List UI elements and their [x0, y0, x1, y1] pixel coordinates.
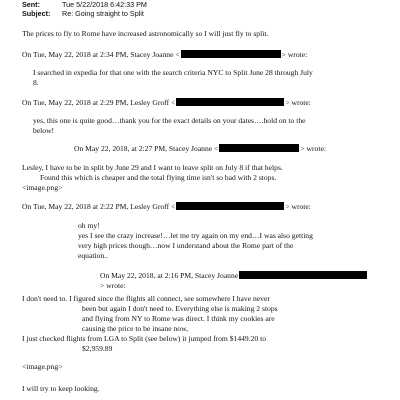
attribution-text: On May 22, 2018, at 2:16 PM, Stacey Joanne: [100, 271, 239, 280]
quote-line: I just checked flights from LGA to Split (see below) it jumped from $1449.20 to: [22, 334, 267, 343]
quote-line: causing the price to be insane now,: [82, 324, 188, 333]
subject-row: [22, 9, 144, 19]
attribution-text: On Tue, May 22, 2018 at 2:22 PM, Lesley Groff <: [22, 202, 176, 211]
quote-line: been but again I don't need to. Everything else is making 2 stops: [82, 304, 278, 313]
sent-label: Sent:: [22, 0, 40, 9]
body-line: The prices to fly to Rome have increased astronomically so I will just fly to split.: [22, 29, 269, 38]
quote-attribution: [22, 98, 311, 108]
attribution-text: > wrote:: [285, 98, 311, 107]
quote-attribution: [74, 144, 326, 154]
attribution-text: > wrote:: [285, 202, 311, 211]
attribution-text: > wrote:: [300, 144, 326, 153]
quote-line: oh my!: [78, 221, 100, 230]
quote-line: equation..: [78, 251, 108, 260]
quote-line: and flying from NY to Rome was direct. I think my cookies are: [82, 314, 275, 323]
quote-line: very high prices though…now I understand about the Rome part of the: [78, 241, 294, 250]
quote-line: 8.: [33, 78, 39, 87]
attribution-text: > wrote:: [281, 50, 308, 59]
quote-attribution: [100, 271, 368, 281]
quote-attribution: [22, 50, 307, 60]
redacted-email: [181, 50, 281, 58]
redacted-email: [239, 271, 367, 279]
quote-line: $2,959.89: [82, 344, 113, 353]
quote-line: I don't need to. I figured since the flights all connect, see somewhere I have never: [22, 294, 270, 303]
attribution-text: On Tue, May 22, 2018 at 2:34 PM, Stacey Joanne <: [22, 50, 180, 59]
attribution-text: On May 22, 2018, at 2:27 PM, Stacey Joanne <: [74, 144, 219, 153]
image-placeholder: <image.png>: [22, 362, 63, 371]
quote-line: I searched in expedia for that one with the search criteria NYC to Split June 28 through July: [33, 68, 313, 77]
quote-line: below!: [33, 126, 55, 135]
image-placeholder: <image.png>: [22, 183, 63, 192]
redacted-email: [219, 144, 299, 152]
attribution-text: On Tue, May 22, 2018 at 2:29 PM, Lesley Groff <: [22, 98, 176, 107]
quote-line: Found this which is cheaper and the total flying time isn't so bad with 2 stops.: [40, 173, 277, 182]
quote-line: yes, this one is quite good…thank you for the exact details on your dates….hold on to the: [33, 116, 306, 125]
quote-line: I will try to keep looking.: [22, 384, 100, 393]
quote-line: yes I see the crazy increase!…let me try again on my end…I was also getting: [78, 231, 313, 240]
sent-value: Tue 5/22/2018 6:42:33 PM: [62, 0, 147, 9]
quote-attribution-end: > wrote:: [100, 281, 126, 290]
quote-line: Lesley, I have to be in split by June 29 and I want to leave split on July 8 if that helps.: [22, 163, 283, 172]
quote-attribution: [22, 202, 311, 212]
redacted-email: [176, 98, 284, 106]
subject-value: Re: Going straight to Split: [62, 9, 144, 18]
subject-label: Subject:: [22, 9, 51, 18]
redacted-email: [176, 202, 284, 210]
